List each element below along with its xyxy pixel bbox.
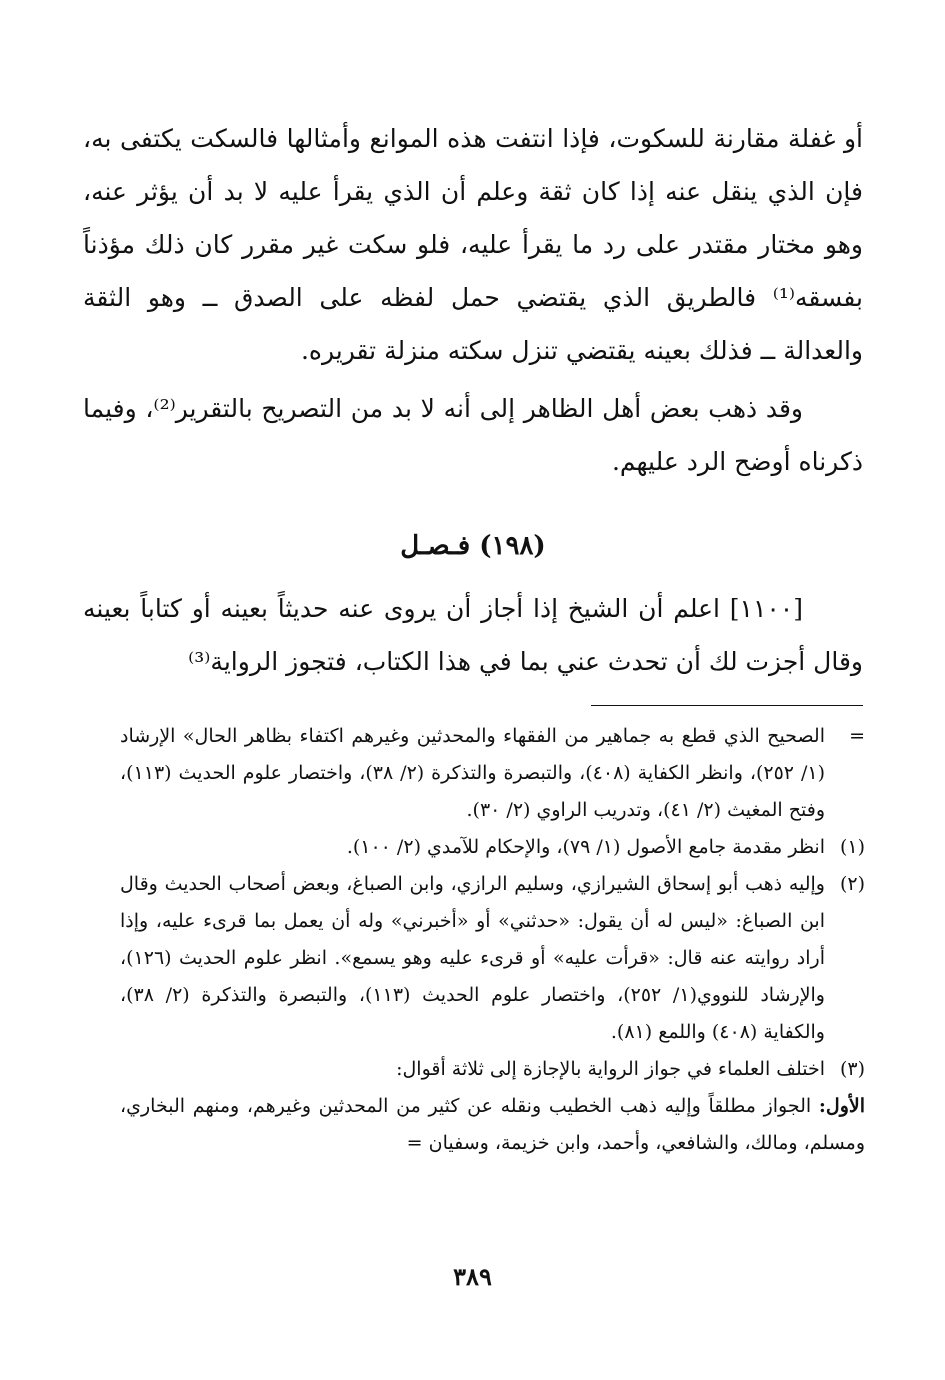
footnote-2	[120, 866, 865, 1051]
footnote-1	[120, 829, 865, 866]
footnote-1-text: انظر مقدمة جامع الأصول (١/ ٧٩)، والإحكام للآمدي (٢/ ١٠٠).	[346, 836, 825, 858]
main-text	[83, 112, 863, 688]
footnote-continuation-marker: =	[849, 725, 865, 747]
footnote-continuation	[120, 718, 865, 829]
footnote-2-marker: (٢)	[839, 873, 865, 895]
footnote-3-first-text: الجواز مطلقاً وإليه ذهب الخطيب ونقله عن كثير من المحدثين وغيرهم، ومنهم البخاري، ومسلم، ومالك، والشافعي، وأحمد، وابن خزيمة، وسفيان =	[120, 1095, 865, 1154]
footnote-continuation-text: الصحيح الذي قطع به جماهير من الفقهاء والمحدثين وغيرهم اكتفاء بظاهر الحال» الإرشاد (١/ ٢٥٢)، وانظر الكفاية (٤٠٨)، والتبصرة والتذكرة (٢/ ٣٨)، واختصار علوم الحديث (١١٣)، وفتح المغيث (٢/ ٤١)، وتدريب الراوي (٢/ ٣٠).	[120, 725, 825, 821]
footnote-2-text: وإليه ذهب أبو إسحاق الشيرازي، وسليم الرازي، وابن الصباغ، وبعض أصحاب الحديث وقال ابن الصباغ: «ليس له أن يقول: «حدثني» أو «أخبرني» وله أن يعمل بما قرىء عليه، وإذا أراد روايته عنه قال: «قرأت عليه» أو قرىء عليه وهو يسمع». انظر علوم الحديث (١٢٦)، والإرشاد للنووي(١/ ٢٥٢)، واختصار علوم الحديث (١١٣)، والتبصرة والتذكرة (٢/ ٣٨)، والكفاية (٤٠٨) واللمع (٨١).	[120, 873, 825, 1043]
section-heading: (١٩٨) فـصـل	[400, 531, 546, 561]
footnote-1-marker: (١)	[839, 836, 865, 858]
footnote-separator	[591, 705, 863, 706]
page-number: ٣٨٩	[453, 1262, 492, 1291]
body-paragraph-3: [١١٠٠] اعلم أن الشيخ إذا أجاز أن يروى عنه حديثاً بعينه أو كتاباً بعينه وقال أجزت لك أن تحدث عني بما في هذا الكتاب، فتجوز الرواية⁽³⁾	[83, 594, 863, 676]
body-paragraph-1: أو غفلة مقارنة للسكوت، فإذا انتفت هذه الموانع وأمثالها فالسكت يكتفى به، فإن الذي ينقل عنه إذا كان ثقة وعلم أن الذي يقرأ عليه لا بد أن يؤثر عنه، وهو مختار مقتدر على رد ما يقرأ عليه، فلو سكت غير مقرر كان ذلك مؤذناً بفسقه⁽¹⁾ فالطريق الذي يقتضي حمل لفظه على الصدق ــ وهو الثقة والعدالة ــ فذلك بعينه يقتضي تنزل سكته منزلة تقريره.	[83, 124, 863, 365]
footnote-3	[120, 1051, 865, 1088]
footnote-3-text: اختلف العلماء في جواز الرواية بالإجازة إلى ثلاثة أقوال:	[396, 1058, 825, 1080]
footnotes	[120, 718, 865, 1162]
footnote-3-marker: (٣)	[839, 1058, 865, 1080]
footnote-3-first-label: الأول:	[818, 1095, 865, 1117]
body-paragraph-2: وقد ذهب بعض أهل الظاهر إلى أنه لا بد من التصريح بالتقرير⁽²⁾، وفيما ذكرناه أوضح الرد عليهم.	[83, 394, 863, 476]
footnote-3-first-opinion	[120, 1088, 865, 1162]
